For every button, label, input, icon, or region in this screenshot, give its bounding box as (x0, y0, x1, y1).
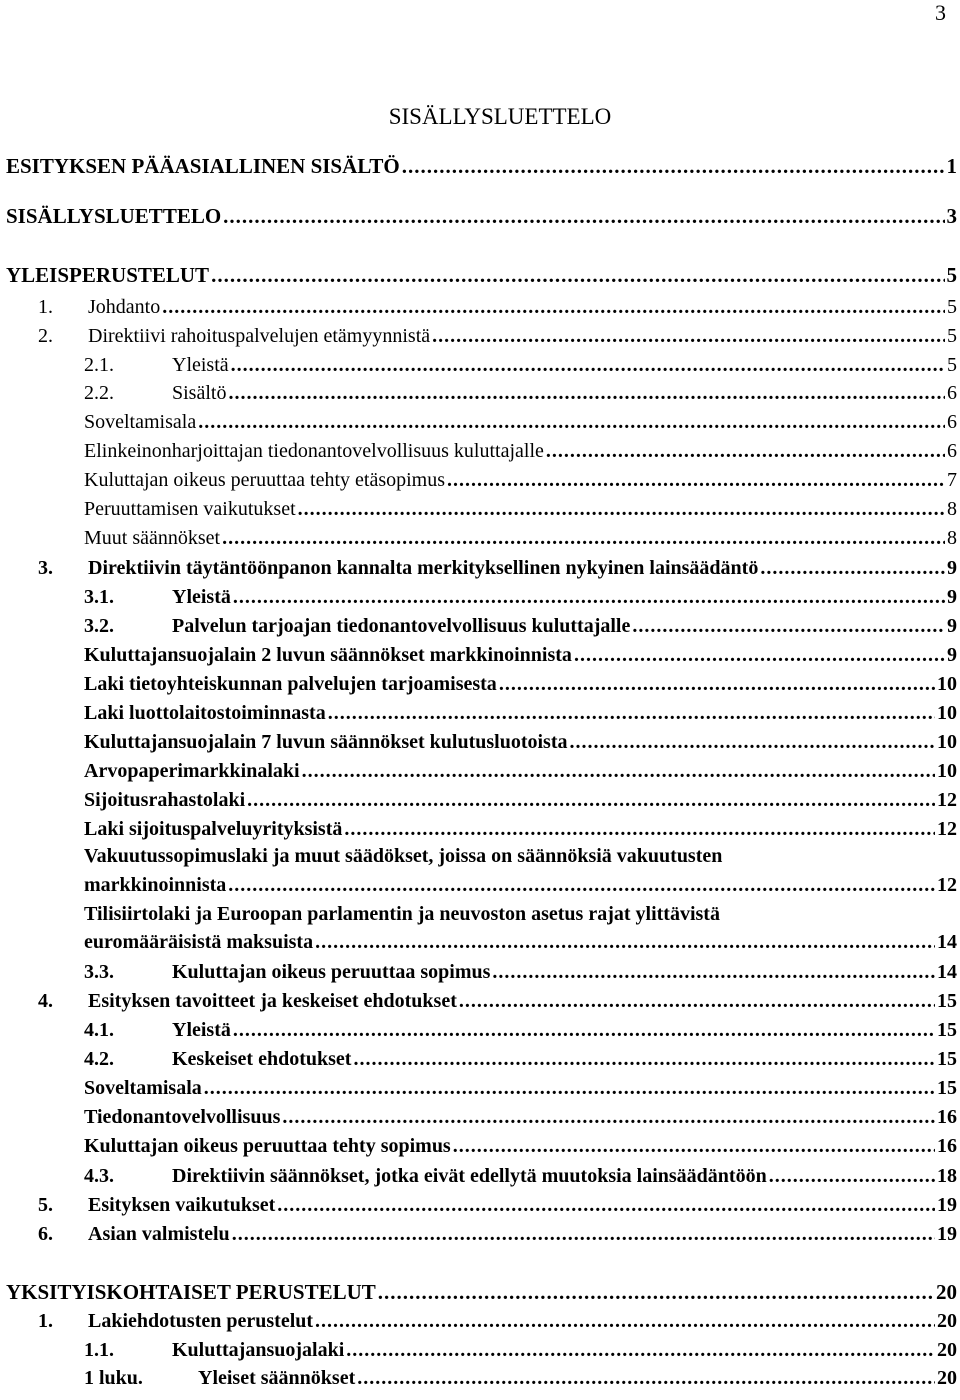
toc-entry-number: 1. (38, 296, 53, 318)
toc-entry-number: 3.2. (84, 615, 114, 637)
toc-entry-page: 9 (947, 557, 957, 579)
toc-entry[interactable] (0, 437, 960, 465)
toc-dot-leader (453, 1132, 935, 1160)
toc-dot-leader (204, 1074, 935, 1102)
toc-entry-page: 7 (947, 469, 957, 491)
toc-entry-line (0, 842, 960, 870)
toc-entry-page: 6 (947, 382, 957, 404)
toc-entry-title: Soveltamisala (84, 411, 197, 433)
toc-entry-title: Muut säännökset (84, 527, 221, 549)
toc-entry-title: ESITYKSEN PÄÄASIALLINEN SISÄLTÖ (6, 154, 400, 178)
toc-dot-leader (232, 1220, 935, 1248)
toc-entry-number: 4. (38, 990, 53, 1012)
toc-entry[interactable] (0, 1074, 960, 1102)
toc-entry-page: 20 (936, 1280, 957, 1304)
toc-dot-leader (353, 1045, 935, 1073)
toc-entry-title-line1: Vakuutussopimuslaki ja muut säädökset, joissa on säännöksiä vakuutusten (84, 845, 723, 867)
toc-entry-title: Peruuttamisen vaikutukset (84, 498, 296, 520)
toc-entry-page: 14 (937, 931, 957, 953)
toc-entry-title: Kuluttajansuojalain 7 luvun säännökset kulutusluotoista (84, 731, 568, 753)
toc-entry-title: Kuluttajan oikeus peruuttaa tehty etäsopimus (84, 469, 446, 491)
toc-entry-number: 4.3. (84, 1165, 114, 1187)
toc-dot-leader (233, 583, 945, 611)
toc-entry[interactable] (0, 699, 960, 727)
toc-entry[interactable] (0, 524, 960, 552)
toc-entry[interactable] (0, 583, 960, 611)
toc-entry-page: 12 (937, 818, 957, 840)
toc-entry[interactable] (0, 1045, 960, 1073)
toc-entry-title: Keskeiset ehdotukset (172, 1048, 352, 1070)
toc-entry[interactable] (0, 641, 960, 669)
toc-dot-leader (574, 641, 945, 669)
toc-entry-title: Kuluttajan oikeus peruuttaa sopimus (172, 961, 491, 983)
toc-dot-leader (223, 202, 944, 230)
toc-entry-title: Yleistä (172, 1019, 231, 1041)
toc-entry-page: 5 (946, 263, 957, 287)
toc-entry-page: 14 (937, 961, 957, 983)
toc-entry[interactable] (0, 466, 960, 494)
toc-entry-title: Soveltamisala (84, 1077, 202, 1099)
toc-entry[interactable] (0, 322, 960, 350)
toc-dot-leader (228, 379, 945, 407)
toc-entry-page: 10 (937, 702, 957, 724)
toc-entry-title: YKSITYISKOHTAISET PERUSTELUT (6, 1280, 376, 1304)
toc-dot-leader (570, 728, 936, 756)
toc-entry-page: 15 (937, 1077, 957, 1099)
toc-entry-title: Laki luottolaitostoiminnasta (84, 702, 326, 724)
toc-entry[interactable] (0, 152, 960, 180)
toc-entry-page: 5 (947, 325, 957, 347)
toc-entry[interactable] (0, 1336, 960, 1364)
toc-entry-title: Sisältö (172, 382, 227, 404)
toc-entry-page: 20 (937, 1310, 957, 1332)
toc-entry-number: 1. (38, 1310, 53, 1332)
toc-entry-title: Esityksen tavoitteet ja keskeiset ehdotukset (88, 990, 457, 1012)
toc-entry[interactable] (0, 670, 960, 698)
toc-entry-title: Direktiivin täytäntöönpanon kannalta merkityksellinen nykyinen lainsäädäntö (88, 557, 759, 579)
toc-entry[interactable] (0, 1132, 960, 1160)
toc-entry-page: 16 (937, 1106, 957, 1128)
toc-dot-leader (346, 1336, 935, 1364)
toc-entry[interactable] (0, 1364, 960, 1392)
toc-entry-title: euromääräisistä maksuista (84, 931, 314, 953)
toc-dot-leader (298, 495, 945, 523)
toc-entry[interactable] (0, 495, 960, 523)
toc-entry-page: 1 (946, 154, 957, 178)
toc-entry-title: Palvelun tarjoajan tiedonantovelvollisuus kuluttajalle (172, 615, 631, 637)
toc-entry-title: Sijoitusrahastolaki (84, 789, 246, 811)
toc-entry-number: 3. (38, 557, 53, 579)
toc-entry-page: 9 (947, 586, 957, 608)
toc-entry-title: Arvopaperimarkkinalaki (84, 760, 300, 782)
toc-entry-line (0, 900, 960, 928)
toc-entry-title: Laki sijoituspalveluyrityksistä (84, 818, 343, 840)
toc-entry[interactable] (0, 928, 960, 956)
toc-entry-number: 2.2. (84, 382, 114, 404)
toc-entry[interactable] (0, 554, 960, 582)
toc-entry[interactable] (0, 351, 960, 379)
toc-dot-leader (378, 1278, 934, 1306)
toc-entry[interactable] (0, 757, 960, 785)
toc-dot-leader (459, 987, 935, 1015)
toc-dot-leader (402, 152, 945, 180)
toc-entry-title: Yleistä (172, 354, 229, 376)
toc-entry-page: 8 (947, 498, 957, 520)
toc-dot-leader (277, 1191, 935, 1219)
toc-entry-page: 19 (937, 1194, 957, 1216)
toc-entry-page: 15 (937, 1048, 957, 1070)
toc-entry-title: Direktiivi rahoituspalvelujen etämyynnistä (88, 325, 431, 347)
toc-dot-leader (302, 757, 935, 785)
toc-entry-page: 20 (937, 1367, 957, 1389)
toc-dot-leader (198, 408, 945, 436)
toc-dot-leader (211, 261, 944, 289)
toc-entry-title: Elinkeinonharjoittajan tiedonantovelvollisuus kuluttajalle (84, 440, 544, 462)
toc-dot-leader (282, 1103, 935, 1131)
toc-entry-page: 6 (947, 440, 957, 462)
toc-entry-title: Esityksen vaikutukset (88, 1194, 276, 1216)
toc-entry[interactable] (0, 1278, 960, 1306)
toc-dot-leader (546, 437, 945, 465)
toc-entry[interactable] (0, 1103, 960, 1131)
toc-dot-leader (328, 699, 935, 727)
toc-entry-title: SISÄLLYSLUETTELO (6, 204, 222, 228)
toc-entry[interactable] (0, 612, 960, 640)
toc-entry-page: 9 (947, 644, 957, 666)
toc-dot-leader (228, 871, 935, 899)
toc-entry[interactable] (0, 408, 960, 436)
toc-dot-leader (247, 786, 935, 814)
toc-entry-title: Kuluttajan oikeus peruuttaa tehty sopimus (84, 1135, 451, 1157)
toc-entry-page: 18 (937, 1165, 957, 1187)
toc-entry-page: 10 (937, 731, 957, 753)
toc-entry-page: 12 (937, 789, 957, 811)
toc-dot-leader (357, 1364, 935, 1392)
toc-dot-leader (499, 670, 935, 698)
toc-dot-leader (315, 1307, 935, 1335)
toc-entry-title: Lakiehdotusten perustelut (88, 1310, 314, 1332)
toc-entry-page: 20 (937, 1339, 957, 1361)
toc-entry[interactable] (0, 987, 960, 1015)
toc-entry-page: 19 (937, 1223, 957, 1245)
toc-entry-title: Tiedonantovelvollisuus (84, 1106, 281, 1128)
toc-entry-title-line1: Tilisiirtolaki ja Euroopan parlamentin ja neuvoston asetus rajat ylittävistä (84, 903, 720, 925)
toc-dot-leader (432, 322, 945, 350)
toc-entry-page: 3 (946, 204, 957, 228)
toc-entry-page: 15 (937, 990, 957, 1012)
toc-entry-title: Kuluttajansuojalain 2 luvun säännökset markkinoinnista (84, 644, 572, 666)
toc-entry-number: 3.3. (84, 961, 114, 983)
toc-entry[interactable] (0, 1162, 960, 1190)
toc-entry[interactable] (0, 202, 960, 230)
toc-entry[interactable] (0, 786, 960, 814)
toc-dot-leader (760, 554, 945, 582)
toc-entry-title: Yleistä (172, 586, 231, 608)
toc-entry-number: 4.2. (84, 1048, 114, 1070)
toc-dot-leader (492, 958, 935, 986)
toc-entry-page: 9 (947, 615, 957, 637)
toc-entry[interactable] (0, 1016, 960, 1044)
toc-entry[interactable] (0, 871, 960, 899)
toc-entry-number: 6. (38, 1223, 53, 1245)
toc-heading: SISÄLLYSLUETTELO (388, 104, 612, 129)
toc-entry-page: 5 (947, 296, 957, 318)
toc-entry-title: YLEISPERUSTELUT (6, 263, 210, 287)
toc-entry[interactable] (0, 815, 960, 843)
toc-entry-number: 5. (38, 1194, 53, 1216)
toc-entry-page: 5 (947, 354, 957, 376)
toc-entry-number: 1.1. (84, 1339, 114, 1361)
toc-entry-number: 4.1. (84, 1019, 114, 1041)
toc-entry-page: 12 (937, 874, 957, 896)
toc-entry[interactable] (0, 261, 960, 289)
page-number: 3 (935, 0, 946, 25)
toc-entry-number: 2.1. (84, 354, 114, 376)
toc-entry-page: 16 (937, 1135, 957, 1157)
toc-entry-page: 10 (937, 673, 957, 695)
toc-entry[interactable] (0, 1220, 960, 1248)
toc-dot-leader (315, 928, 935, 956)
toc-entry-number: 1 luku. (84, 1367, 143, 1389)
toc-dot-leader (447, 466, 945, 494)
toc-entry[interactable] (0, 1307, 960, 1335)
toc-dot-leader (344, 815, 935, 843)
toc-entry-title: markkinoinnista (84, 874, 227, 896)
toc-entry-number: 3.1. (84, 586, 114, 608)
toc-entry-title: Kuluttajansuojalaki (172, 1339, 345, 1361)
toc-entry-number: 2. (38, 325, 53, 347)
toc-entry[interactable] (0, 728, 960, 756)
toc-entry-title: Yleiset säännökset (198, 1367, 356, 1389)
toc-dot-leader (231, 351, 945, 379)
toc-dot-leader (233, 1016, 935, 1044)
toc-entry[interactable] (0, 293, 960, 321)
toc-dot-leader (162, 293, 945, 321)
toc-dot-leader (769, 1162, 935, 1190)
toc-dot-leader (632, 612, 945, 640)
toc-entry-page: 15 (937, 1019, 957, 1041)
toc-entry-title: Laki tietoyhteiskunnan palvelujen tarjoamisesta (84, 673, 497, 695)
toc-entry-title: Johdanto (88, 296, 161, 318)
toc-entry-page: 10 (937, 760, 957, 782)
toc-entry-title: Direktiivin säännökset, jotka eivät edellytä muutoksia lainsäädäntöön (172, 1165, 767, 1187)
toc-entry[interactable] (0, 1191, 960, 1219)
toc-entry-page: 6 (947, 411, 957, 433)
toc-entry[interactable] (0, 958, 960, 986)
toc-dot-leader (222, 524, 945, 552)
toc-entry-page: 8 (947, 527, 957, 549)
toc-entry-title: Asian valmistelu (88, 1223, 230, 1245)
toc-entry[interactable] (0, 379, 960, 407)
